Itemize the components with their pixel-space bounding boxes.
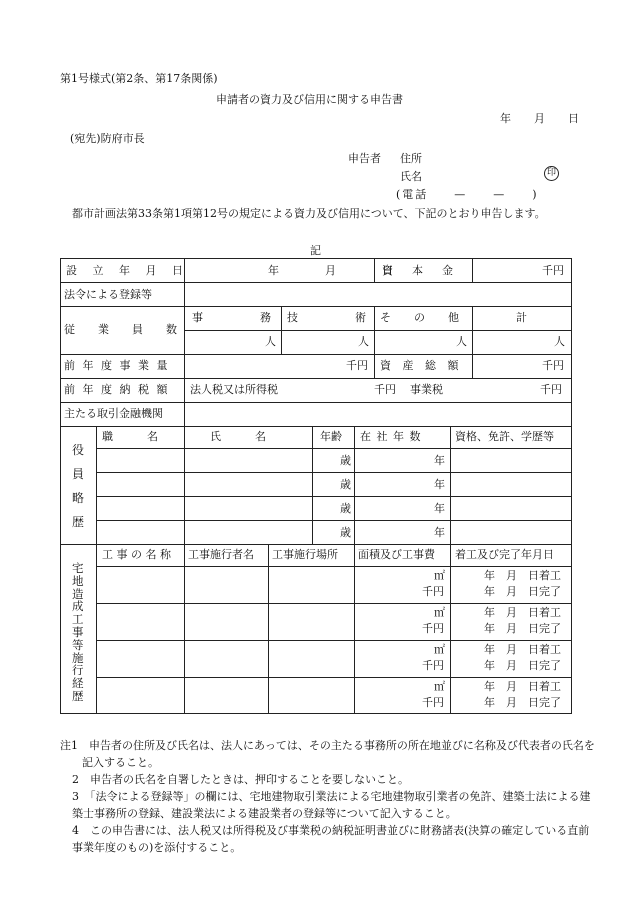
- clerical-label: 事 務: [192, 311, 277, 324]
- ki-label: 記: [310, 244, 321, 257]
- technical-label: 技 術: [287, 311, 372, 324]
- officers-label: 役員略歴: [72, 443, 85, 529]
- officers-header-years: 在 社 年 数: [360, 430, 422, 443]
- address-label: 住所: [400, 152, 422, 165]
- end-date: 年 月 日完了: [484, 585, 561, 598]
- note-1: 注1 申告者の住所及び氏名は、法人にあっては、その主たる事務所の所在地並びに名称及び代表者の氏名を記入すること。: [60, 739, 595, 769]
- officers-header-position: 職 名: [102, 430, 162, 443]
- cost-unit: 千円: [422, 585, 444, 598]
- other-unit: 人: [456, 335, 467, 348]
- area-unit: ㎡: [434, 606, 445, 619]
- age-unit: 歳: [340, 454, 351, 467]
- start-date: 年 月 日着工: [484, 680, 561, 693]
- year-unit: 年: [434, 478, 445, 491]
- start-date: 年 月 日着工: [484, 606, 561, 619]
- works-header-area-cost: 面積及び工事費: [358, 548, 435, 561]
- bank-label: 主たる取引金融機関: [64, 407, 163, 420]
- works-header-name: 工 事 の 名 称: [102, 548, 171, 561]
- note-2: 2 申告者の氏名を自署したときは、押印することを要しないこと。: [72, 773, 409, 786]
- intro-text: 都市計画法第33条第1項第12号の規定による資力及び信用について、下記のとおり申告します。: [72, 207, 546, 220]
- cost-unit: 千円: [422, 659, 444, 672]
- start-date: 年 月 日着工: [484, 569, 561, 582]
- capital-unit: 千円: [542, 264, 564, 277]
- end-date: 年 月 日完了: [484, 659, 561, 672]
- phone-field[interactable]: (電話 — — ): [396, 188, 539, 201]
- business-tax-unit: 千円: [540, 383, 562, 396]
- area-unit: ㎡: [434, 569, 445, 582]
- prev-sales-unit: 千円: [346, 359, 368, 372]
- area-unit: ㎡: [434, 643, 445, 656]
- prev-tax-label: 前 年 度 納 税 額: [64, 383, 170, 396]
- cost-unit: 千円: [422, 696, 444, 709]
- business-tax-label: 事業税: [410, 383, 443, 396]
- year-unit: 年: [434, 454, 445, 467]
- works-label: 宅地造成工事等施行経歴: [72, 561, 84, 703]
- corp-tax-unit: 千円: [374, 383, 396, 396]
- technical-unit: 人: [358, 335, 369, 348]
- established-value[interactable]: 年 月 日: [268, 264, 401, 277]
- year-unit: 年: [434, 526, 445, 539]
- total-assets-label: 資 産 総 額: [380, 359, 463, 372]
- seal-mark: 印: [544, 166, 559, 181]
- established-label: 設 立 年 月 日: [66, 264, 189, 277]
- age-unit: 歳: [340, 502, 351, 515]
- age-unit: 歳: [340, 526, 351, 539]
- officers-header-name: 氏 名: [210, 430, 270, 443]
- officers-header-age: 年齢: [320, 430, 342, 443]
- prev-sales-label: 前 年 度 事 業 量: [64, 359, 170, 372]
- year-unit: 年: [434, 502, 445, 515]
- registration-label: 法令による登録等: [64, 288, 152, 301]
- cost-unit: 千円: [422, 622, 444, 635]
- document-title: 申請者の資力及び信用に関する申告書: [216, 93, 403, 106]
- note-4: 4 この申告書には、法人税又は所得税及び事業税の納税証明書並びに財務諸表(決算の確定している直前事業年度のもの)を添付すること。: [72, 824, 590, 854]
- declarant-label: 申告者: [348, 152, 381, 165]
- corp-tax-label: 法人税又は所得税: [190, 383, 278, 396]
- form-number: 第1号様式(第2条、第17条関係): [60, 72, 218, 85]
- name-label: 氏名: [400, 170, 422, 183]
- note-3: 3 「法令による登録等」の欄には、宅地建物取引業法による宅地建物取引業者の免許、建築士法による建築士事務所の登録、建設業法による建設業者の登録等について記入すること。: [72, 790, 591, 820]
- officers-header-qualifications: 資格、免許、学歴等: [455, 430, 554, 443]
- total-assets-unit: 千円: [542, 359, 564, 372]
- works-header-contractor: 工事施行者名: [188, 548, 254, 561]
- end-date: 年 月 日完了: [484, 696, 561, 709]
- works-header-location: 工事施行場所: [272, 548, 338, 561]
- addressee: (宛先)防府市長: [70, 132, 145, 145]
- end-date: 年 月 日完了: [484, 622, 561, 635]
- other-label: そ の 他: [380, 311, 465, 324]
- area-unit: ㎡: [434, 680, 445, 693]
- employees-label: 従 業 員 数: [64, 323, 183, 336]
- age-unit: 歳: [340, 478, 351, 491]
- date-field[interactable]: 年 月 日: [500, 112, 585, 125]
- clerical-unit: 人: [265, 335, 276, 348]
- total-unit: 人: [554, 335, 565, 348]
- works-header-dates: 着工及び完了年月日: [455, 548, 554, 561]
- total-label: 計: [516, 311, 527, 324]
- start-date: 年 月 日着工: [484, 643, 561, 656]
- capital-label: 資 本 金: [382, 264, 457, 277]
